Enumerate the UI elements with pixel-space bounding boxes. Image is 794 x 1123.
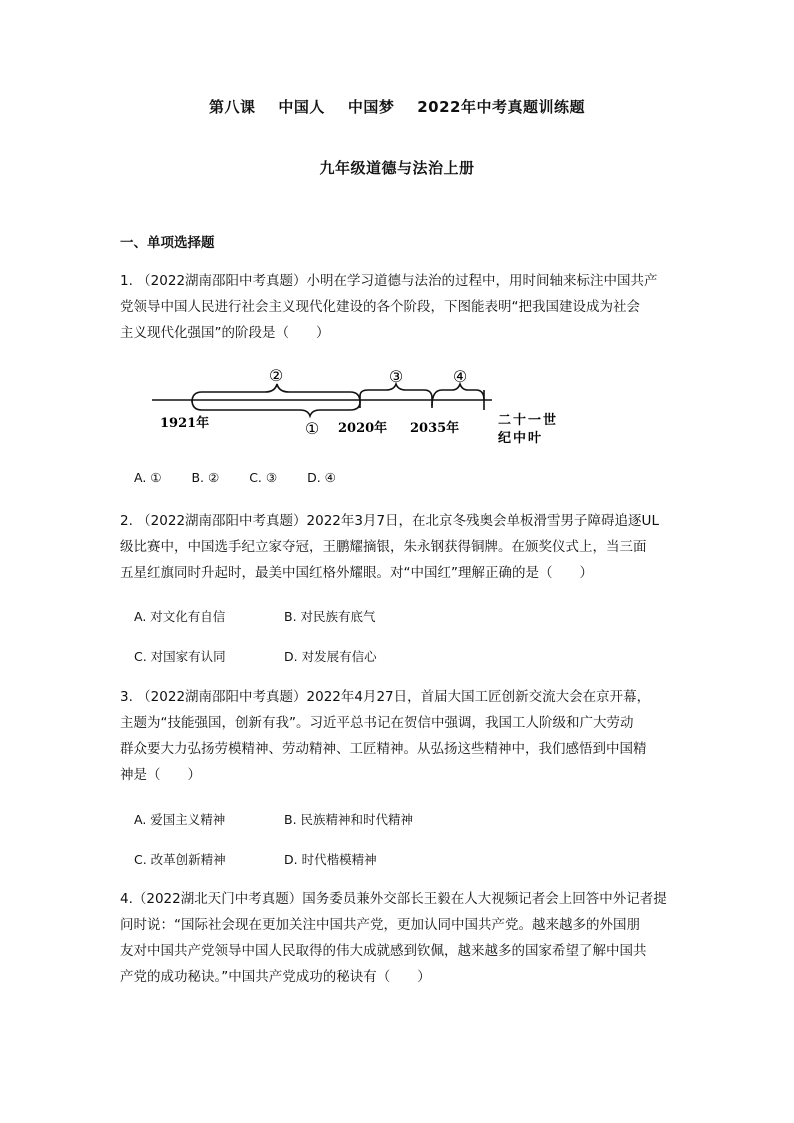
document-title — [0, 96, 794, 117]
bracket-3 — [360, 384, 432, 408]
label-mid-century-line-1: 二十一世 — [498, 413, 559, 428]
q1-option-a[interactable]: A. ① — [134, 470, 162, 485]
bracket-1 — [192, 400, 360, 416]
title-part-lesson: 第八课 — [209, 98, 256, 116]
mark-3: ③ — [388, 367, 404, 386]
q1-option-c[interactable]: C. ③ — [249, 470, 278, 485]
question-1-options — [134, 470, 362, 485]
question-3-line-1: 3. （2022湖南邵阳中考真题）2022年4月27日，首届大国工匠创新交流大会在京开幕， — [120, 689, 651, 705]
question-1-line-1: 1. （2022湖南邵阳中考真题）小明在学习道德与法治的过程中，用时间轴来标注中国共产 — [120, 273, 658, 289]
question-4-line-3: 友对中国共产党领导中国人民取得的伟大成就感到钦佩，越来越多的国家希望了解中国共 — [120, 943, 647, 959]
question-2-line-2: 级比赛中，中国选手纪立家夺冠，王鹏耀摘银，朱永钢获得铜牌。在颁奖仪式上，当三面 — [120, 539, 647, 555]
label-2035: 2035年 — [410, 421, 460, 436]
title-part-chinese-people: 中国人 — [278, 98, 325, 116]
question-3-line-3: 群众要大力弘扬劳模精神、劳动精神、工匠精神。从弘扬这些精神中，我们感悟到中国精 — [120, 741, 647, 757]
question-2-line-3: 五星红旗同时升起时，最美中国红格外耀眼。对“中国红”理解正确的是（ ） — [120, 565, 593, 581]
q2-option-c[interactable]: C. 对国家有认同 — [134, 649, 226, 664]
q2-option-b[interactable]: B. 对民族有底气 — [284, 609, 376, 624]
q1-option-b[interactable]: B. ② — [191, 470, 220, 485]
title-part-exam: 2022年中考真题训练题 — [417, 98, 585, 116]
question-3 — [120, 684, 680, 788]
question-2-line-1: 2. （2022湖南邵阳中考真题）2022年3月7日，在北京冬残奥会单板滑雪男子障碍追逐UL — [120, 513, 659, 529]
timeline-figure — [150, 366, 570, 450]
question-1-line-2: 党领导中国人民进行社会主义现代化建设的各个阶段，下图能表明“把我国建设成为社会 — [120, 299, 640, 315]
q3-option-b[interactable]: B. 民族精神和时代精神 — [284, 812, 414, 827]
label-2020: 2020年 — [338, 421, 388, 436]
question-1-line-3: 主义现代化强国”的阶段是（ ） — [120, 325, 330, 341]
question-4 — [120, 886, 680, 990]
question-3-line-2: 主题为“技能强国，创新有我”。习近平总书记在贺信中强调，我国工人阶级和广大劳动 — [120, 715, 634, 731]
question-4-line-2: 问时说：“国际社会现在更加关注中国共产党，更加认同中国共产党。越来越多的外国朋 — [120, 917, 640, 933]
mark-1: ① — [304, 419, 320, 438]
question-1 — [120, 268, 680, 346]
q3-option-a[interactable]: A. 爱国主义精神 — [134, 812, 226, 827]
question-2 — [120, 508, 680, 586]
title-part-chinese-dream: 中国梦 — [347, 98, 395, 116]
question-4-line-4: 产党的成功秘诀。”中国共产党成功的秘诀有（ ） — [120, 969, 431, 985]
mark-2: ② — [268, 366, 284, 385]
section-heading: 一、单项选择题 — [120, 235, 215, 251]
q2-option-d[interactable]: D. 对发展有信心 — [284, 649, 377, 664]
q3-option-c[interactable]: C. 改革创新精神 — [134, 852, 226, 867]
bracket-4 — [432, 384, 484, 406]
q1-option-d[interactable]: D. ④ — [307, 470, 336, 485]
label-mid-century-line-2: 纪中叶 — [498, 431, 544, 446]
label-1921: 1921年 — [160, 416, 210, 431]
question-4-line-1: 4.（2022湖北天门中考真题）国务委员兼外交部长王毅在人大视频记者会上回答中外记者提 — [120, 891, 667, 907]
question-3-line-4: 神是（ ） — [120, 767, 201, 783]
document-subtitle: 九年级道德与法治上册 — [319, 159, 475, 177]
mark-4: ④ — [452, 367, 468, 386]
q3-option-d[interactable]: D. 时代楷模精神 — [284, 852, 377, 867]
q2-option-a[interactable]: A. 对文化有自信 — [134, 609, 226, 624]
